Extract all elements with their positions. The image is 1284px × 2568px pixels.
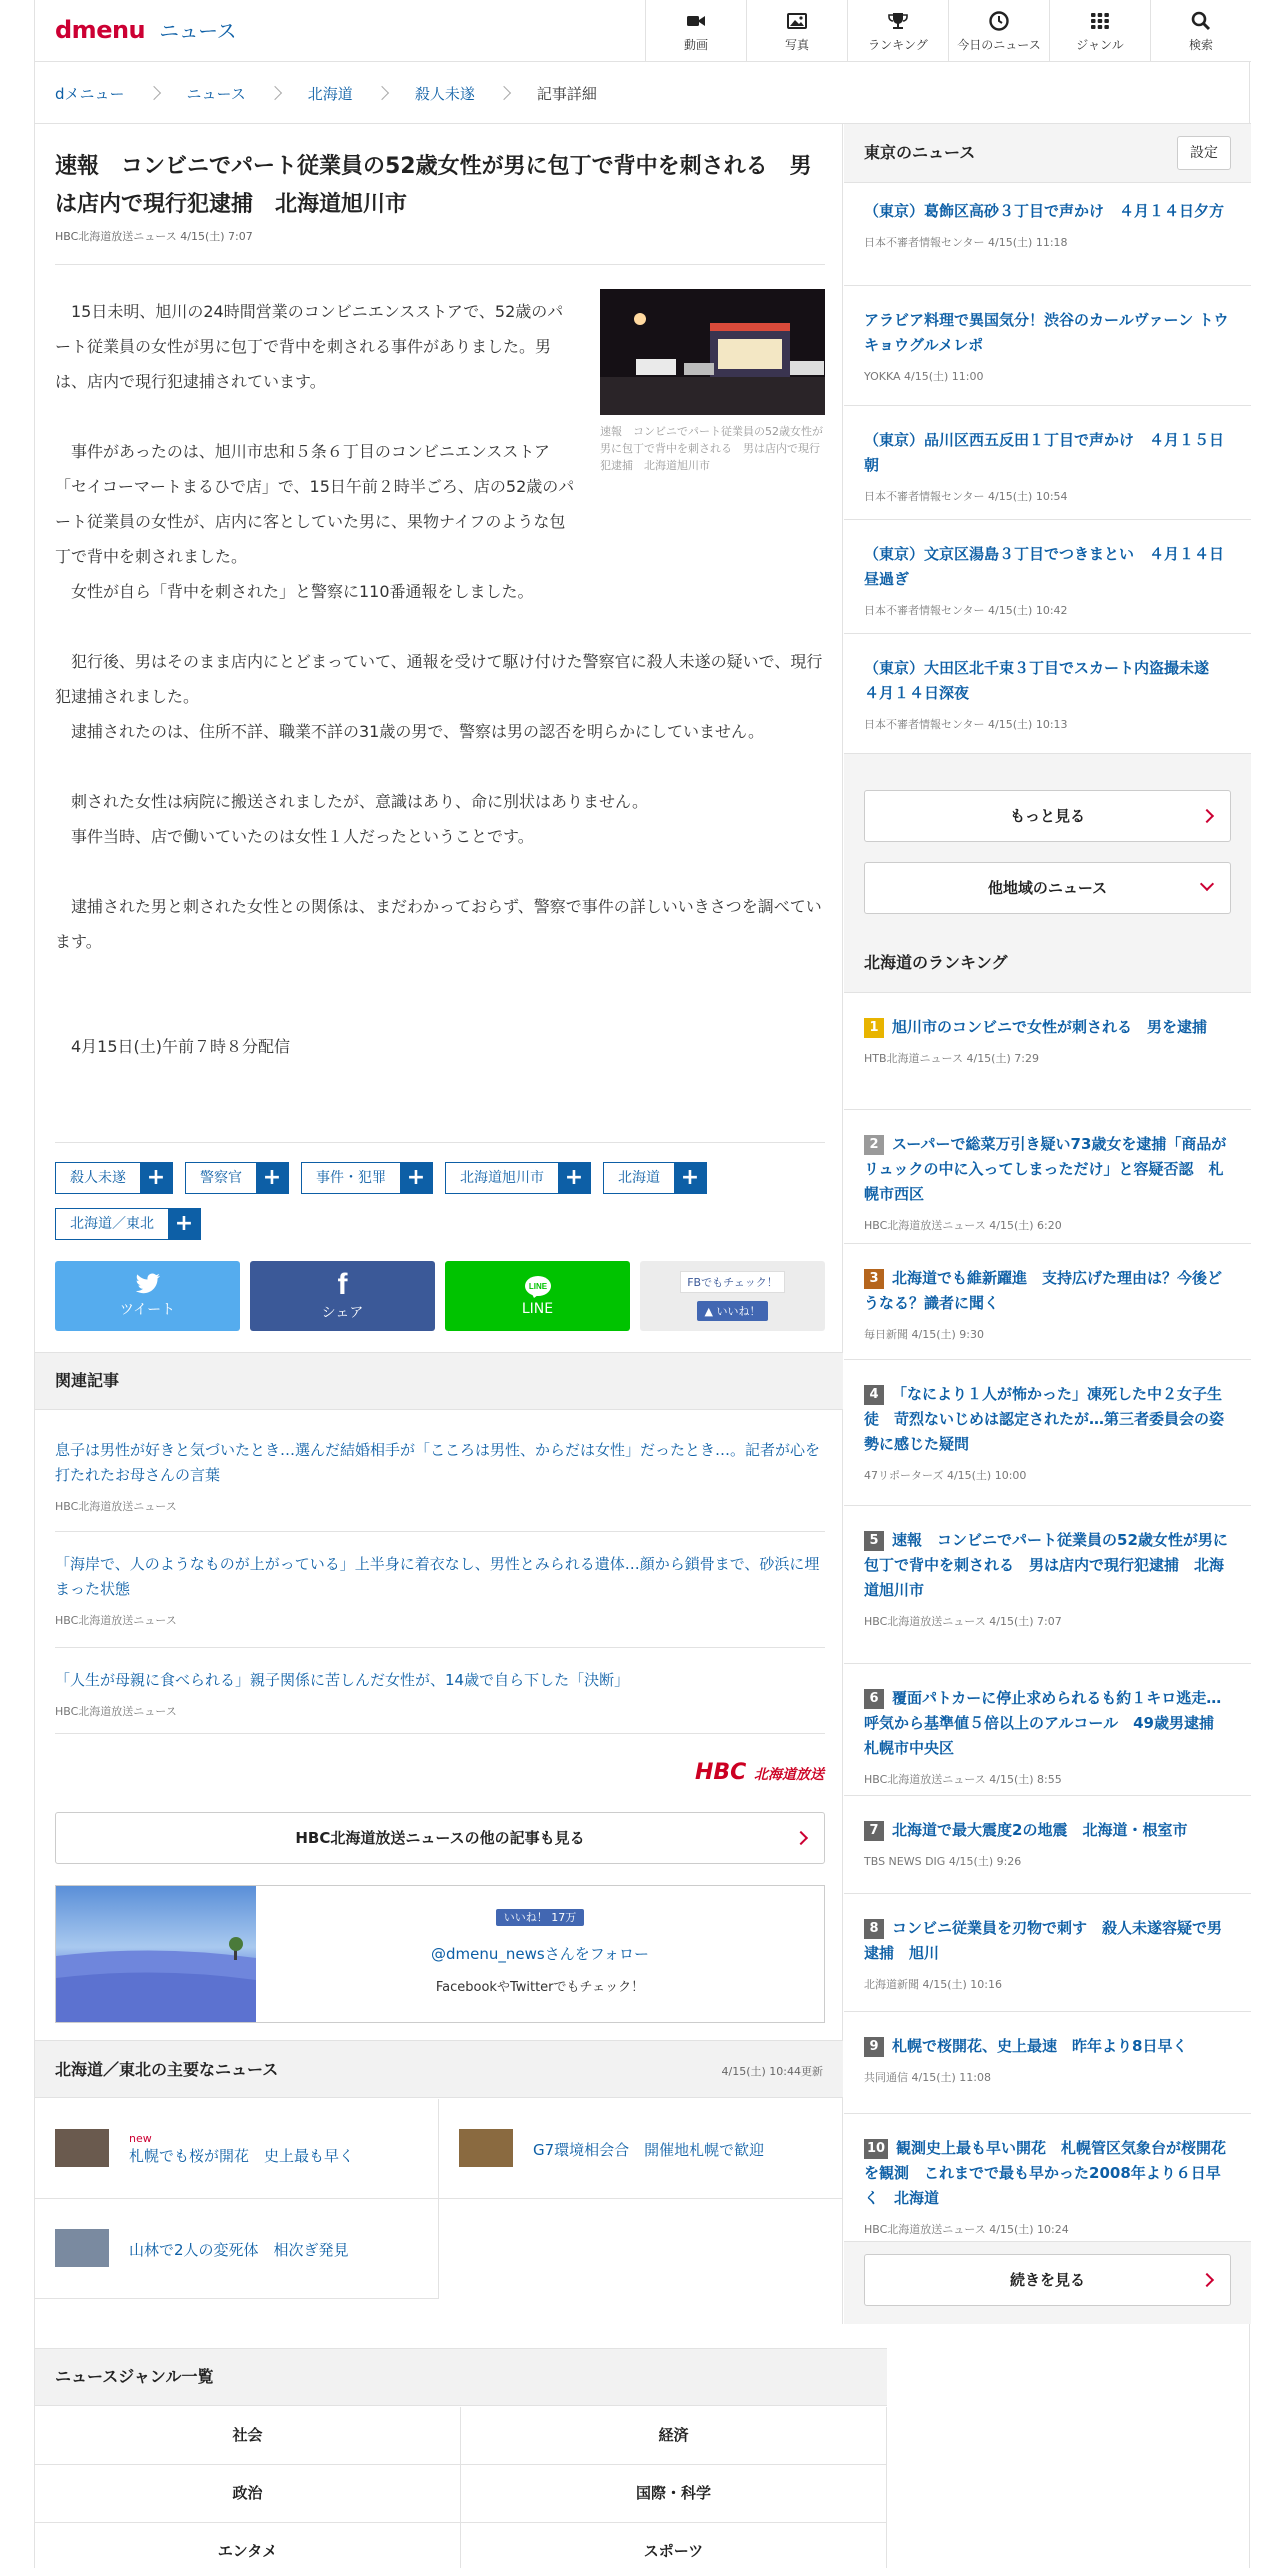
tag-label: 事件・犯罪 [316, 1170, 386, 1186]
clock-icon [988, 10, 1010, 32]
article-title: 速報 コンビニでパート従業員の52歳女性が男に包丁で背中を刺される 男は店内で現行犯逮捕 北海道旭川市 [55, 154, 812, 217]
photo-caption: 速報 コンビニでパート従業員の52歳女性が男に包丁で背中を刺される 男は店内で現行犯逮捕 北海道旭川市 [600, 425, 823, 472]
ranking-title-text: 観測史上最も早い開花 札幌管区気象台が桜開花を観測 これまでで最も早かった2008年より６日早く 北海道 [864, 2139, 1227, 2207]
settings-button[interactable]: 設定 [1177, 136, 1231, 170]
plus-icon[interactable]: + [256, 1163, 288, 1193]
chevron-right-icon [375, 86, 389, 100]
tokyo-news-item[interactable] [844, 406, 1251, 520]
breadcrumb-hokkaido[interactable]: 北海道 [307, 84, 353, 103]
tokyo-news-link[interactable]: アラビア料理で異国気分！渋谷のカールヴァーン トウキョウグルメレポ [864, 311, 1229, 354]
article-paragraph [55, 434, 825, 574]
tag-item[interactable] [185, 1162, 289, 1194]
plus-icon[interactable]: + [140, 1163, 172, 1193]
ranking-title-text: 札幌で桜開花、史上最速 昨年より8日早く [892, 2037, 1188, 2055]
article-paragraph: 女性が自ら「背中を刺された」と警察に110番通報をしました。 [71, 582, 534, 601]
fb-like-count-button[interactable]: いいね！ 17万 [496, 1909, 585, 1926]
hbc-logo [695, 1760, 824, 1785]
genre-item[interactable]: 政治 [35, 2465, 461, 2523]
tag-list [55, 1162, 825, 1240]
related-item[interactable] [55, 1648, 825, 1734]
paragraph-gap [55, 749, 825, 784]
nav-label: ジャンル [1076, 37, 1124, 52]
article-dateline: 4月15日(土)午前７時８分配信 [71, 1037, 291, 1056]
tokyo-news-meta: YOKKA 4/15(土) 11:00 [864, 370, 984, 383]
breadcrumb-news[interactable]: ニュース [186, 84, 246, 103]
chevron-right-icon [1200, 2273, 1214, 2287]
plus-icon[interactable]: + [674, 1163, 706, 1193]
divider [55, 264, 825, 265]
nav-today[interactable] [948, 0, 1049, 62]
ranking-meta: HTB北海道ニュース 4/15(土) 7:29 [864, 1052, 1039, 1065]
new-badge: new [129, 2132, 152, 2145]
follow-box [55, 1885, 825, 2023]
tokyo-news-item[interactable] [844, 634, 1251, 754]
ranking-item[interactable] [844, 1360, 1251, 1506]
tag-label: 北海道旭川市 [460, 1170, 544, 1186]
nav-label: 動画 [683, 37, 708, 52]
nav-label: 今日のニュース [957, 37, 1041, 52]
related-item[interactable] [55, 1424, 825, 1532]
tokyo-news-link[interactable]: （東京）品川区西五反田１丁目で声かけ ４月１５日朝 [864, 431, 1225, 474]
major-news-item[interactable] [439, 2099, 843, 2199]
chevron-down-icon [1200, 877, 1214, 891]
chevron-right-icon [146, 86, 160, 100]
breadcrumb-dmenu[interactable]: dメニュー [55, 84, 125, 103]
tokyo-more-label: もっと見る [1009, 807, 1085, 825]
genre-item[interactable]: スポーツ [461, 2523, 887, 2568]
tweet-label: ツイート [119, 1302, 176, 1318]
svg-text:LINE: LINE [528, 1282, 547, 1291]
plus-icon[interactable]: + [400, 1163, 432, 1193]
ranking-title-text: 速報 コンビニでパート従業員の52歳女性が男に包丁で背中を刺される 男は店内で現行犯逮捕 北海道旭川市 [864, 1531, 1228, 1599]
plus-icon[interactable]: + [168, 1209, 200, 1239]
flower-field-illustration [56, 1886, 256, 2022]
major-news-heading [35, 2040, 843, 2098]
ranking-item[interactable] [844, 1894, 1251, 2012]
fb-check-box [640, 1261, 825, 1331]
follow-account-link[interactable]: @dmenu_newsさんをフォロー [431, 1945, 649, 1963]
ranking-title[interactable] [864, 1132, 1231, 1207]
video-camera-icon [685, 10, 707, 32]
article-paragraph: 逮捕されたのは、住所不詳、職業不詳の31歳の男で、警察は男の認否を明らかにしていません。 [71, 722, 765, 741]
breadcrumb-attempted-murder[interactable]: 殺人未遂 [414, 84, 475, 103]
fb-like-button[interactable] [697, 1301, 769, 1321]
ranking-meta: HBC北海道放送ニュース 4/15(土) 10:24 [864, 2223, 1069, 2236]
sidebar [844, 124, 1251, 2324]
paragraph-gap [55, 854, 825, 889]
tokyo-news-title: 東京のニュース [864, 143, 976, 162]
tag-label: 警察官 [200, 1170, 242, 1186]
tag-item[interactable] [603, 1162, 707, 1194]
page [34, 0, 1250, 2568]
facebook-f-icon: f [337, 1268, 348, 1301]
chevron-right-icon [1200, 809, 1214, 823]
ranking-title-text: 旭川市のコンビニで女性が刺される 男を逮捕 [892, 1018, 1208, 1036]
ranking-item[interactable] [844, 1506, 1251, 1664]
fb-like-label: いいね！ [716, 1305, 761, 1318]
share-buttons [55, 1261, 825, 1331]
news-thumbnail [55, 2129, 109, 2167]
ranking-meta: HBC北海道放送ニュース 4/15(土) 7:07 [864, 1615, 1062, 1628]
section-name[interactable]: ニュース [159, 19, 237, 43]
ranking-item[interactable] [844, 1664, 1251, 1796]
related-source: HBC北海道放送ニュース [55, 1614, 177, 1627]
related-title[interactable]: 「海岸で、人のようなものが上がっている」上半身に着衣なし、男性とみられる遺体…顔から鎖骨まで、砂浜に埋まった状態 [55, 1555, 820, 1598]
related-source: HBC北海道放送ニュース [55, 1500, 177, 1513]
rank-badge: 8 [864, 1919, 884, 1939]
ranking-title[interactable] [864, 1818, 1231, 1843]
related-title[interactable]: 「人生が母親に食べられる」親子関係に苦しんだ女性が、14歳で自ら下した「決断」 [55, 1671, 630, 1689]
header-nav [645, 0, 1251, 62]
paragraph-gap [55, 994, 825, 1029]
line-bubble-icon [524, 1275, 552, 1299]
article-body [55, 294, 825, 1064]
plus-icon[interactable]: + [558, 1163, 590, 1193]
ranking-title-text: コンビニ従業員を刃物で刺す 殺人未遂容疑で男逮捕 旭川 [864, 1919, 1223, 1962]
ranking-meta: 北海道新聞 4/15(土) 10:16 [864, 1978, 1002, 1991]
divider [55, 1142, 825, 1143]
ranking-title[interactable] [864, 1015, 1231, 1040]
tokyo-news-heading [844, 124, 1251, 182]
tokyo-news-item[interactable] [844, 286, 1251, 406]
article-paragraph: 15日未明、旭川の24時間営業のコンビニエンスストアで、52歳のパート従業員の女性が男に包丁で背中を刺される事件がありました。男は、店内で現行犯逮捕されています。 [55, 302, 564, 391]
genre-heading: ニュースジャンル一覧 [35, 2348, 887, 2406]
ranking-meta: TBS NEWS DIG 4/15(土) 9:26 [864, 1855, 1022, 1868]
major-news-text [129, 2099, 354, 2199]
tokyo-news-meta: 日本不審者情報センター 4/15(土) 10:13 [864, 718, 1068, 731]
paragraph-gap [55, 959, 825, 994]
article-paragraph: 事件当時、店で働いていたのは女性１人だったということです。 [71, 827, 534, 846]
major-news-text [533, 2099, 764, 2199]
tokyo-more-button[interactable] [864, 790, 1231, 842]
ranking-more-button[interactable] [864, 2254, 1231, 2306]
ranking-meta: 47リポーターズ 4/15(土) 10:00 [864, 1469, 1027, 1482]
flower-field-image [56, 1886, 256, 2022]
line-share-button[interactable] [445, 1261, 630, 1331]
related-item[interactable] [55, 1532, 825, 1648]
nav-genre[interactable] [1049, 0, 1150, 62]
hbc-logo-main: HBC [695, 1760, 747, 1785]
grid-icon [1089, 10, 1111, 32]
ranking-title[interactable] [864, 1528, 1231, 1603]
breadcrumb-current: 記事詳細 [536, 84, 597, 103]
ranking-title-text: 北海道でも維新躍進 支持広げた理由は？今後どうなる？識者に聞く [864, 1269, 1223, 1312]
news-thumbnail [459, 2129, 513, 2167]
tokyo-news-link[interactable]: （東京）葛飾区高砂３丁目で声かけ ４月１４日夕方 [864, 202, 1225, 220]
rank-badge: 7 [864, 1821, 884, 1841]
provider-more-button[interactable] [55, 1812, 825, 1864]
ranking-title-text: スーパーで総菜万引き疑い73歳女を逮捕「商品がリュックの中に入ってしまっただけ」と容疑否認 札幌市西区 [864, 1135, 1227, 1203]
tokyo-news-meta: 日本不審者情報センター 4/15(土) 11:18 [864, 236, 1068, 249]
ranking-title-text: 覆面パトカーに停止求められるも約１キロ逃走…呼気から基準値５倍以上のアルコール 49歳男逮捕 札幌市中央区 [864, 1689, 1229, 1757]
news-thumbnail [55, 2229, 109, 2267]
rank-badge: 10 [864, 2139, 888, 2159]
dmenu-logo[interactable] [55, 15, 236, 44]
search-icon [1190, 10, 1212, 32]
nav-photo[interactable] [746, 0, 847, 62]
rank-badge: 5 [864, 1531, 884, 1551]
tag-label: 北海道 [618, 1170, 660, 1186]
ranking-more-label: 続きを見る [1009, 2271, 1085, 2289]
article-meta: HBC北海道放送ニュース 4/15(土) 7:07 [55, 230, 253, 243]
ranking-heading: 北海道のランキング [844, 934, 1251, 992]
follow-text [256, 1886, 824, 2022]
ranking-item[interactable] [844, 1796, 1251, 1894]
nav-label: ランキング [868, 37, 928, 52]
facebook-share-button[interactable] [250, 1261, 435, 1331]
chevron-right-icon [268, 86, 282, 100]
tokyo-news-meta: 日本不審者情報センター 4/15(土) 10:54 [864, 490, 1068, 503]
thumbs-up-icon: ▲ [704, 1305, 713, 1318]
ranking-item[interactable] [844, 1244, 1251, 1360]
genre-item[interactable]: 社会 [35, 2407, 461, 2465]
ranking-title-text: 「なにより１人が怖かった」凍死した中２女子生徒 苛烈ないじめは認定されたが…第三者委員会の姿勢に感じた疑問 [864, 1385, 1225, 1453]
share-label: シェア [321, 1305, 364, 1321]
rank-badge: 3 [864, 1269, 884, 1289]
nav-video[interactable] [645, 0, 746, 62]
rank-badge: 1 [864, 1018, 884, 1038]
rank-badge: 6 [864, 1689, 884, 1709]
related-title[interactable]: 息子は男性が好きと気づいたとき…選んだ結婚相手が「こころは男性、からだは女性」だったとき…。記者が心を打たれたお母さんの言葉 [55, 1441, 821, 1484]
photo-icon [786, 10, 808, 32]
breadcrumb [35, 63, 1251, 124]
tweet-button[interactable] [55, 1261, 240, 1331]
rank-badge: 4 [864, 1385, 884, 1405]
tag-item[interactable] [55, 1162, 173, 1194]
genre-item[interactable]: 経済 [461, 2407, 887, 2465]
genre-item[interactable]: 国際・科学 [461, 2465, 887, 2523]
main-column [35, 124, 843, 2324]
related-source: HBC北海道放送ニュース [55, 1705, 177, 1718]
tokyo-news-item[interactable] [844, 182, 1251, 286]
nav-ranking[interactable] [847, 0, 948, 62]
major-news-link[interactable]: 山林で2人の変死体 相次ぎ発見 [129, 2240, 349, 2259]
tokyo-news-link[interactable]: （東京）文京区湯島３丁目でつきまとい ４月１４日昼過ぎ [864, 545, 1225, 588]
major-news-item[interactable] [35, 2199, 439, 2299]
tag-item[interactable] [301, 1162, 433, 1194]
nav-label: 検索 [1188, 37, 1213, 52]
tag-item[interactable] [55, 1208, 201, 1240]
genre-item[interactable]: エンタメ [35, 2523, 461, 2568]
article-paragraph: 逮捕された男と刺された女性との関係は、まだわかっておらず、警察で事件の詳しいいきさつを調べています。 [55, 897, 822, 951]
rank-badge: 2 [864, 1135, 884, 1155]
line-label: LINE [521, 1301, 554, 1317]
tokyo-news-link[interactable]: （東京）大田区北千束３丁目でスカート内盗撮未遂 ４月１４日深夜 [864, 659, 1225, 702]
ranking-meta: HBC北海道放送ニュース 4/15(土) 8:55 [864, 1773, 1062, 1786]
logo-text: dmenu [55, 16, 146, 44]
rank-badge: 9 [864, 2037, 884, 2057]
ranking-title[interactable] [864, 2136, 1231, 2211]
tag-label: 北海道／東北 [70, 1216, 154, 1232]
ranking-title[interactable] [864, 1686, 1231, 1761]
ranking-item[interactable] [844, 2114, 1251, 2242]
ranking-item[interactable] [844, 1110, 1251, 1244]
other-region-button[interactable] [864, 862, 1231, 914]
twitter-bird-icon [135, 1273, 161, 1295]
follow-sub: FacebookやTwitterでもチェック！ [435, 1980, 645, 1995]
other-region-label: 他地域のニュース [987, 879, 1108, 897]
tokyo-news-meta: 日本不審者情報センター 4/15(土) 10:42 [864, 604, 1068, 617]
hbc-logo-sub: 北海道放送 [754, 1767, 824, 1783]
paragraph-gap [55, 399, 825, 434]
fb-check-text: FBでもチェック！ [680, 1271, 785, 1293]
follow-like-row [256, 1906, 824, 1925]
article-paragraph: 刺された女性は病院に搬送されましたが、意識はあり、命に別状はありません。 [71, 792, 648, 811]
ranking-title[interactable] [864, 1382, 1231, 1457]
ranking-meta: 共同通信 4/15(土) 11:08 [864, 2071, 991, 2084]
ranking-meta: HBC北海道放送ニュース 4/15(土) 6:20 [864, 1219, 1062, 1232]
site-header [35, 0, 1251, 62]
tag-label: 殺人未遂 [70, 1170, 126, 1186]
nav-search[interactable] [1150, 0, 1251, 62]
chevron-right-icon [497, 86, 511, 100]
ranking-title[interactable] [864, 1266, 1231, 1316]
major-news-title: 北海道／東北の主要なニュース [55, 2060, 279, 2079]
ranking-meta: 毎日新聞 4/15(土) 9:30 [864, 1328, 984, 1341]
provider-more-label: HBC北海道放送ニュースの他の記事も見る [295, 1829, 585, 1847]
tag-item[interactable] [445, 1162, 591, 1194]
ranking-title-text: 北海道で最大震度2の地震 北海道・根室市 [892, 1821, 1188, 1839]
paragraph-gap [55, 609, 825, 644]
major-news-updated: 4/15(土) 10:44更新 [721, 2065, 823, 2078]
trophy-icon [887, 10, 909, 32]
related-heading: 関連記事 [35, 1352, 843, 1410]
article-paragraph-text: 事件があったのは、旭川市忠和５条６丁目のコンビニエンスストア「セイコーマートまるひで店」で、15日午前２時半ごろ、店の52歳のパート従業員の女性が、店内に客としていた男に、果物ナイフのような包丁で背中を刺されました。 [55, 442, 575, 566]
nav-label: 写真 [784, 37, 809, 52]
ranking-item[interactable] [844, 992, 1251, 1110]
major-news-text [129, 2199, 349, 2299]
major-news-link[interactable]: G7環境相会合 開催地札幌で歓迎 [533, 2140, 765, 2159]
major-news-link[interactable]: 札幌でも桜が開花 史上最も早く [129, 2147, 355, 2165]
ranking-title[interactable] [864, 1916, 1231, 1966]
chevron-right-icon [794, 1831, 808, 1845]
ranking-item[interactable] [844, 2012, 1251, 2114]
ranking-title[interactable] [864, 2034, 1231, 2059]
tokyo-news-item[interactable] [844, 520, 1251, 634]
major-news-item[interactable] [35, 2099, 439, 2199]
article-paragraph: 犯行後、男はそのまま店内にとどまっていて、通報を受けて駆け付けた警察官に殺人未遂の疑いで、現行犯逮捕されました。 [55, 652, 823, 706]
